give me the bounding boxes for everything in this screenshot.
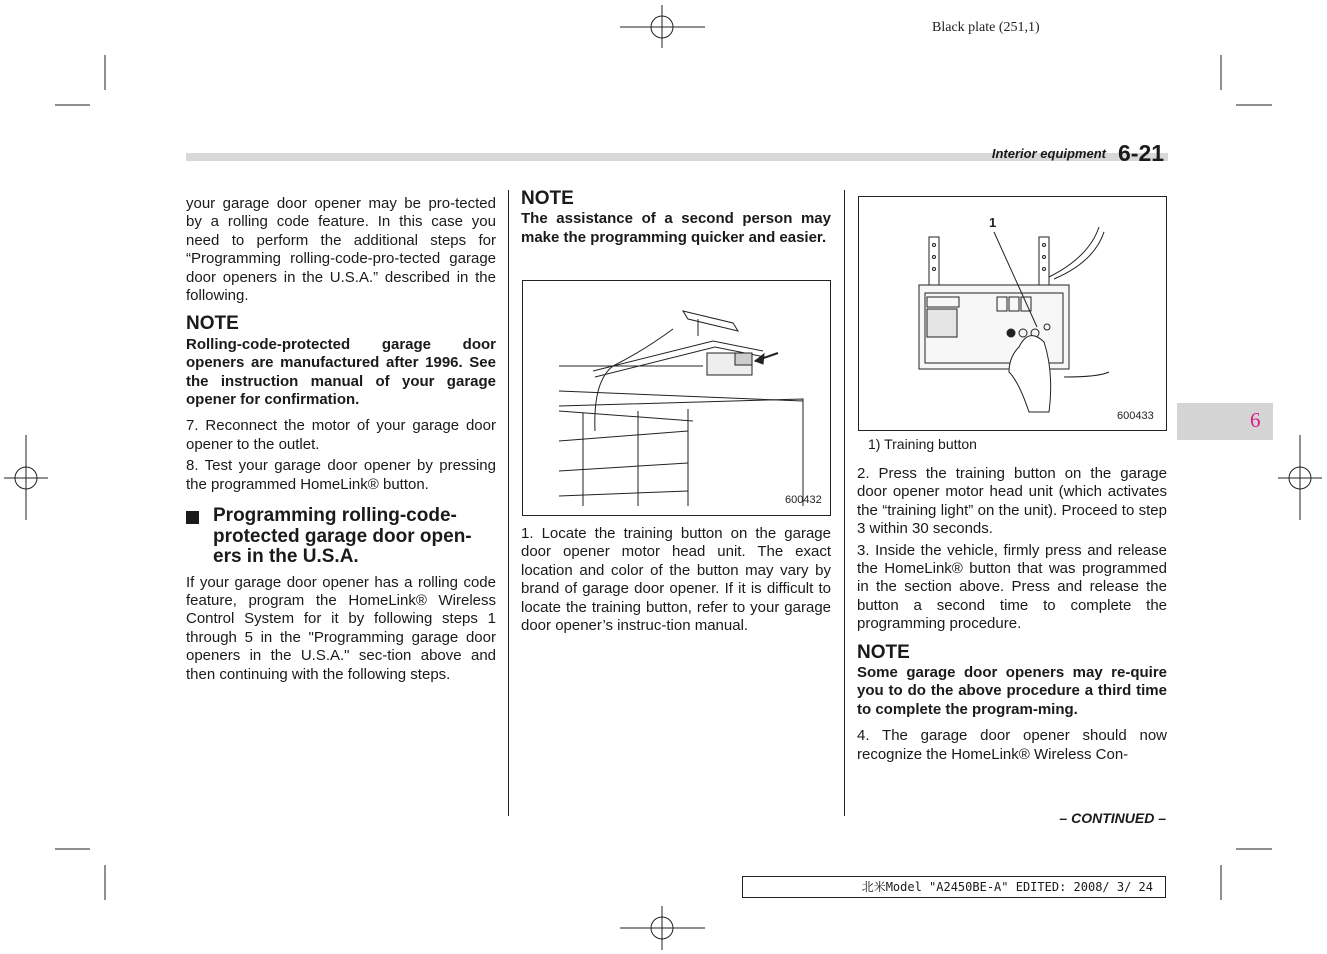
figure-caption: 1) Training button <box>868 436 977 452</box>
note-heading: NOTE <box>857 641 910 663</box>
callout-1: 1 <box>989 215 997 230</box>
continued-label: – CONTINUED – <box>1059 810 1166 826</box>
model-footer-text: 北米Model "A2450BE-A" EDITED: 2008/ 3/ 24 <box>861 880 1153 894</box>
column-1 <box>186 195 496 684</box>
step-3: 3. Inside the vehicle, firmly press and release the HomeLink® button that was programmed in the section above. Press and release the button a second time to complete the programming procedure. <box>857 541 1167 633</box>
note-heading: NOTE <box>521 188 574 209</box>
step-7: 7. Reconnect the motor of your garage door opener to the outlet. <box>186 417 496 453</box>
model-footer <box>742 876 1166 898</box>
section-body: If your garage door opener has a rolling code feature, program the HomeLink® Wireless Control System for it by following steps 1 through 5 in the "Programming garage door openers in the U.S.A." sec-tion above and then continuing with the following steps. <box>186 573 496 683</box>
column-3 <box>857 465 1167 764</box>
step-8: 8. Test your garage door opener by pressing the programmed HomeLink® button. <box>186 457 496 493</box>
column-2 <box>521 190 831 247</box>
training-button-illustration <box>859 197 1166 430</box>
step-2: 2. Press the training button on the garage door opener motor head unit (which activates the “training light” on the unit). Proceed to step 3 within 30 seconds. <box>857 465 1167 538</box>
note-body: Some garage door openers may re-quire you to do the above procedure a third time to complete the program-ming. <box>857 664 1167 718</box>
plate-label: Black plate (251,1) <box>932 20 1040 35</box>
section-heading <box>186 506 496 568</box>
intro-text: your garage door opener may be pro-tected by a rolling code feature. In this case you need to perform the additional steps for “Programming rolling-code-pro-tected garage door openers in the U.S.A.” described in the following. <box>186 195 496 305</box>
column-divider <box>844 190 845 816</box>
figure-code: 600433 <box>1117 410 1154 422</box>
garage-opener-illustration <box>523 281 830 515</box>
figure-code: 600432 <box>785 494 822 506</box>
section-title: Interior equipment <box>991 146 1106 161</box>
chapter-number: 6 <box>1250 408 1261 432</box>
section-heading-text: Programming rolling-code-protected garage door open-ers in the U.S.A. <box>213 505 472 568</box>
figure-garage-opener <box>522 280 831 516</box>
note-body: Rolling-code-protected garage door openers are manufactured after 1996. See the instruction manual of your garage opener for confirmation. <box>186 335 496 409</box>
note-body: The assistance of a second person may make the programming quicker and easier. <box>521 210 831 246</box>
page-number: 6-21 <box>1118 140 1165 166</box>
step-4: 4. The garage door opener should now recognize the HomeLink® Wireless Con- <box>857 727 1167 763</box>
column-divider <box>508 190 509 816</box>
figure-training-button <box>858 196 1167 431</box>
section-marker-icon <box>186 511 199 524</box>
column-2-body <box>521 525 831 635</box>
step-1: 1. Locate the training button on the garage door opener motor head unit. The exact location and color of the button may vary by brand of garage door opener. If it is difficult to locate the training button, refer to your garage door opener’s instruc-tion manual. <box>521 525 831 635</box>
note-heading: NOTE <box>186 313 239 335</box>
